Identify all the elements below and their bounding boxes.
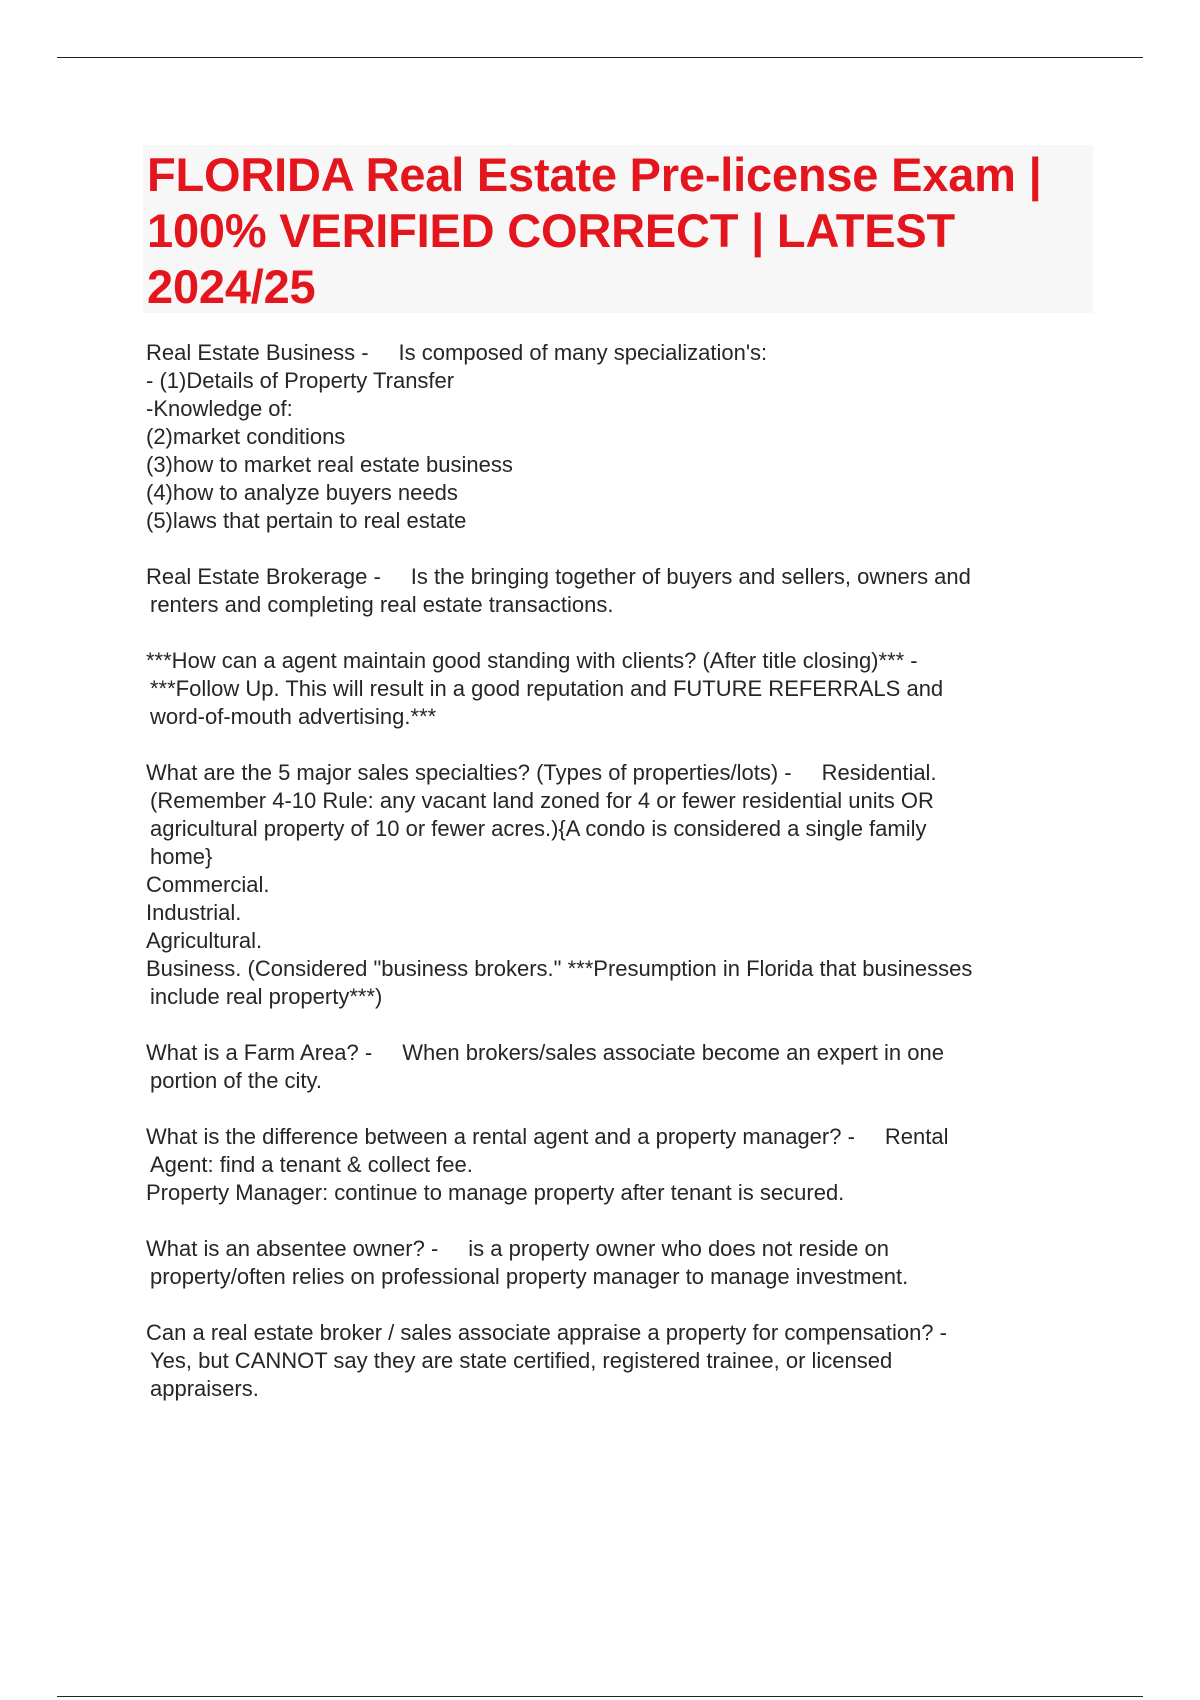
definition-line: (4)how to analyze buyers needs [146,480,458,505]
definition-line: Agent: find a tenant & collect fee. [150,1152,473,1177]
flashcard-real-estate-brokerage [146,563,1091,619]
definition-line: (Remember 4-10 Rule: any vacant land zoned for 4 or fewer residential units OR [150,788,934,813]
definition-line: word-of-mouth advertising.*** [150,704,437,729]
definition-line: When brokers/sales associate become an expert in one [402,1040,944,1065]
term: What is a Farm Area? - [146,1040,373,1065]
footer-rule [57,1696,1143,1697]
definition-line: property/often relies on professional property manager to manage investment. [150,1264,909,1289]
term: Real Estate Brokerage - [146,564,381,589]
definition-line: appraisers. [150,1376,259,1401]
definition-line: Industrial. [146,900,242,925]
flashcard-farm-area [146,1039,1091,1095]
definition-line: agricultural property of 10 or fewer acres.){A condo is considered a single family [150,816,927,841]
definition-line: portion of the city. [150,1068,323,1093]
term: What is an absentee owner? - [146,1236,439,1261]
flashcard-absentee-owner [146,1235,1091,1291]
definition-line: (5)laws that pertain to real estate [146,508,467,533]
definition-line: home} [150,844,213,869]
definition-line: Is the bringing together of buyers and sellers, owners and [410,564,971,589]
definition-line: Is composed of many specialization's: [398,340,768,365]
definition-line: Agricultural. [146,928,263,953]
definition-line: include real property***) [150,984,383,1009]
term: ***How can a agent maintain good standing with clients? (After title closing)*** - [146,648,918,673]
definition-line: Yes, but CANNOT say they are state certified, registered trainee, or licensed [150,1348,893,1373]
term: What are the 5 major sales specialties? (Types of properties/lots) - [146,760,792,785]
flashcard-real-estate-business [146,339,1091,535]
definition-line: -Knowledge of: [146,396,293,421]
definition-line: is a property owner who does not reside on [468,1236,889,1261]
definition-line: (3)how to market real estate business [146,452,513,477]
definition-line: ***Follow Up. This will result in a good reputation and FUTURE REFERRALS and [150,676,944,701]
definition-line: Commercial. [146,872,270,897]
flashcard-list [146,339,1091,1431]
definition-line: Rental [884,1124,949,1149]
definition-line: Property Manager: continue to manage property after tenant is secured. [146,1180,845,1205]
flashcard-good-standing [146,647,1091,731]
document-title: FLORIDA Real Estate Pre-license Exam | 100% VERIFIED CORRECT | LATEST 2024/25 [147,148,1042,313]
flashcard-rental-agent-vs-manager [146,1123,1091,1207]
definition-line: Residential. [821,760,937,785]
term: What is the difference between a rental agent and a property manager? - [146,1124,855,1149]
definition-line: renters and completing real estate transactions. [150,592,614,617]
title-banner [143,145,1093,313]
definition-line: - (1)Details of Property Transfer [146,368,455,393]
definition-line: Business. (Considered "business brokers." ***Presumption in Florida that businesses [146,956,973,981]
term: Can a real estate broker / sales associate appraise a property for compensation? - [146,1320,947,1345]
term: Real Estate Business - [146,340,369,365]
flashcard-appraise-property [146,1319,1091,1403]
header-rule [57,57,1143,58]
definition-line: (2)market conditions [146,424,346,449]
flashcard-sales-specialties [146,759,1091,1011]
